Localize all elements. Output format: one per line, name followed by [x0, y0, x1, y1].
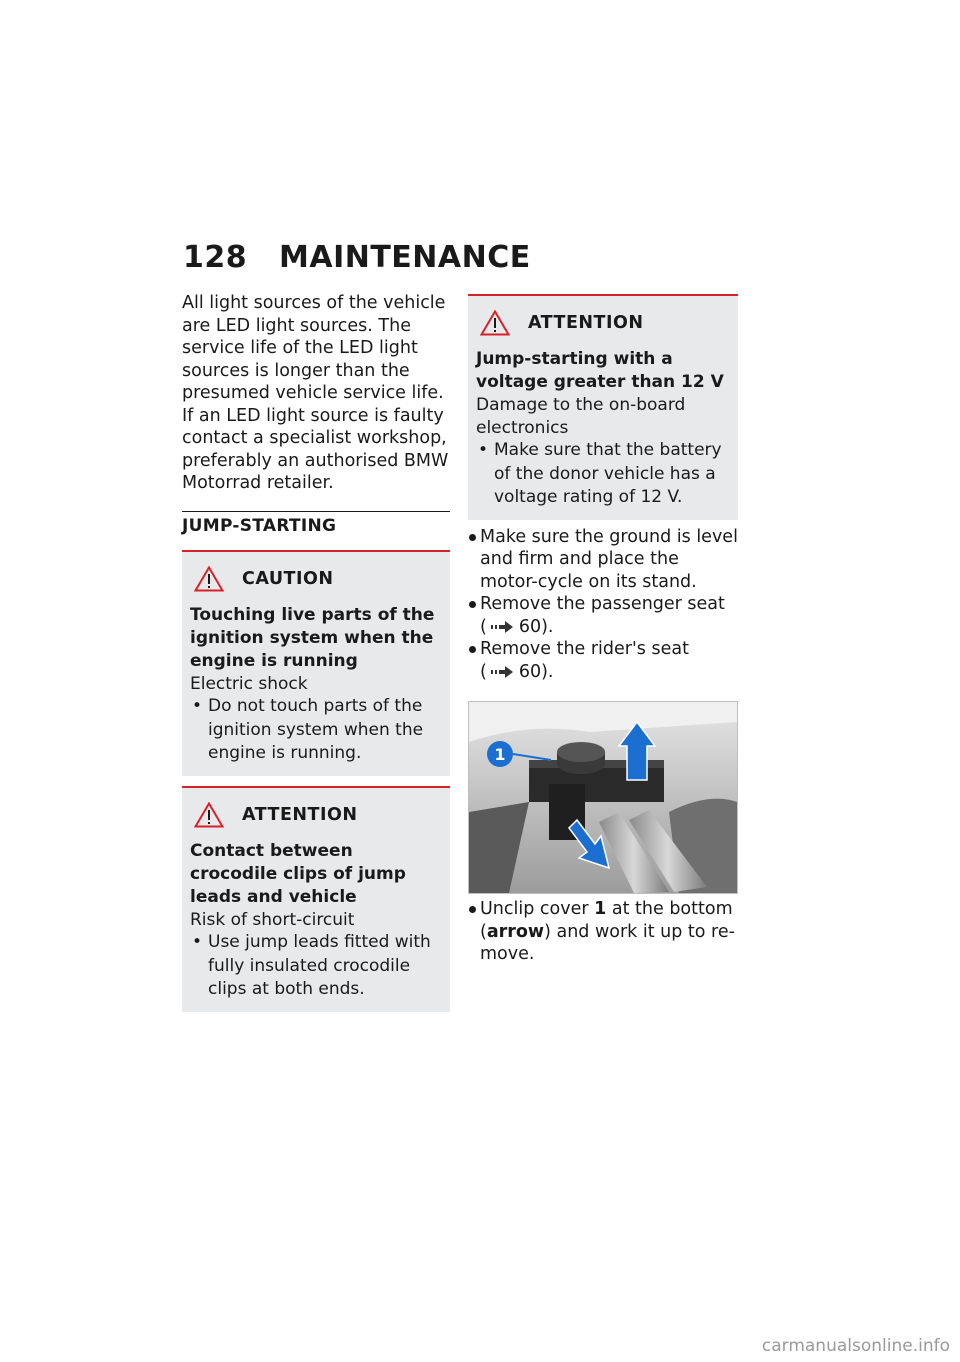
attention-bullets: [476, 439, 728, 510]
step-list-2: [468, 898, 738, 966]
battery-cover-illustration: [469, 702, 737, 893]
page-reference-arrow-icon: [491, 666, 515, 678]
page-header: [183, 240, 531, 275]
warning-triangle-icon: [480, 310, 510, 336]
list-item: • Do not touch parts of the ignition system when the engine is running.: [190, 695, 440, 766]
attention-title: [480, 310, 728, 336]
page-title: MAINTENANCE: [279, 240, 531, 275]
callout-ref: 1: [594, 899, 607, 919]
paren: (: [480, 616, 487, 637]
step-text: Remove the rider's seat: [480, 639, 689, 659]
attention-title: [194, 802, 440, 828]
attention-subtitle: Jump-starting with a voltage greater than 12 V: [476, 349, 724, 392]
step-list: [468, 526, 738, 684]
step-item: [468, 638, 738, 683]
right-column: [468, 292, 738, 966]
page-reference-arrow-icon: [491, 621, 515, 633]
step-text: Unclip cover: [480, 899, 595, 919]
list-item: • Use jump leads fitted with fully insulated crocodile clips at both ends.: [190, 931, 440, 1002]
caution-title-text: CAUTION: [242, 568, 334, 589]
attention-body: Damage to the on-board electronics: [476, 395, 686, 438]
warning-triangle-icon: [194, 566, 224, 592]
step-text: at the bottom (: [480, 899, 733, 942]
step-item: [468, 593, 738, 638]
page-reference: 60).: [518, 661, 554, 682]
callout-number: 1: [494, 745, 506, 764]
step-item: Make sure the ground is level and firm and place the motor-cycle on its stand.: [468, 526, 738, 594]
caution-body: Electric shock: [190, 673, 308, 694]
attention-subtitle: Contact between crocodile clips of jump leads and vehicle: [190, 840, 406, 907]
page-reference: 60).: [518, 616, 554, 637]
caution-title: [194, 566, 440, 592]
attention-notice-1: [182, 786, 450, 1012]
attention-bullets: [190, 931, 440, 1002]
paren: (: [480, 661, 487, 682]
left-column: [182, 292, 450, 1012]
intro-paragraph: All light sources of the vehicle are LED light sources. The service life of the LED light sources is longer than the presumed vehicle service life. If an LED light source is faulty contact a specialist workshop, preferably an authorised BMW Motorrad retailer.: [182, 293, 449, 493]
attention-title-text: ATTENTION: [528, 313, 644, 333]
battery-cover-photo: [468, 701, 738, 894]
warning-triangle-icon: [194, 802, 224, 828]
section-title: JUMP-STARTING: [182, 511, 450, 536]
arrow-ref: arrow: [486, 921, 545, 942]
attention-body: Risk of short-circuit: [190, 909, 355, 930]
attention-title-text: ATTENTION: [242, 804, 358, 825]
step-item: [468, 898, 738, 966]
caution-notice: [182, 550, 450, 776]
page-number: 128: [183, 240, 248, 275]
list-item: • Make sure that the battery of the donor vehicle has a voltage rating of 12 V.: [476, 439, 728, 510]
caution-subtitle: Touching live parts of the ignition system when the engine is running: [190, 604, 435, 671]
watermark: carmanualsonline.info: [761, 1336, 950, 1356]
step-text: Remove the passenger seat: [480, 594, 725, 614]
attention-notice-2: [468, 294, 738, 520]
step-text: ) and work it up to re-move.: [480, 921, 735, 964]
caution-bullets: [190, 695, 440, 766]
